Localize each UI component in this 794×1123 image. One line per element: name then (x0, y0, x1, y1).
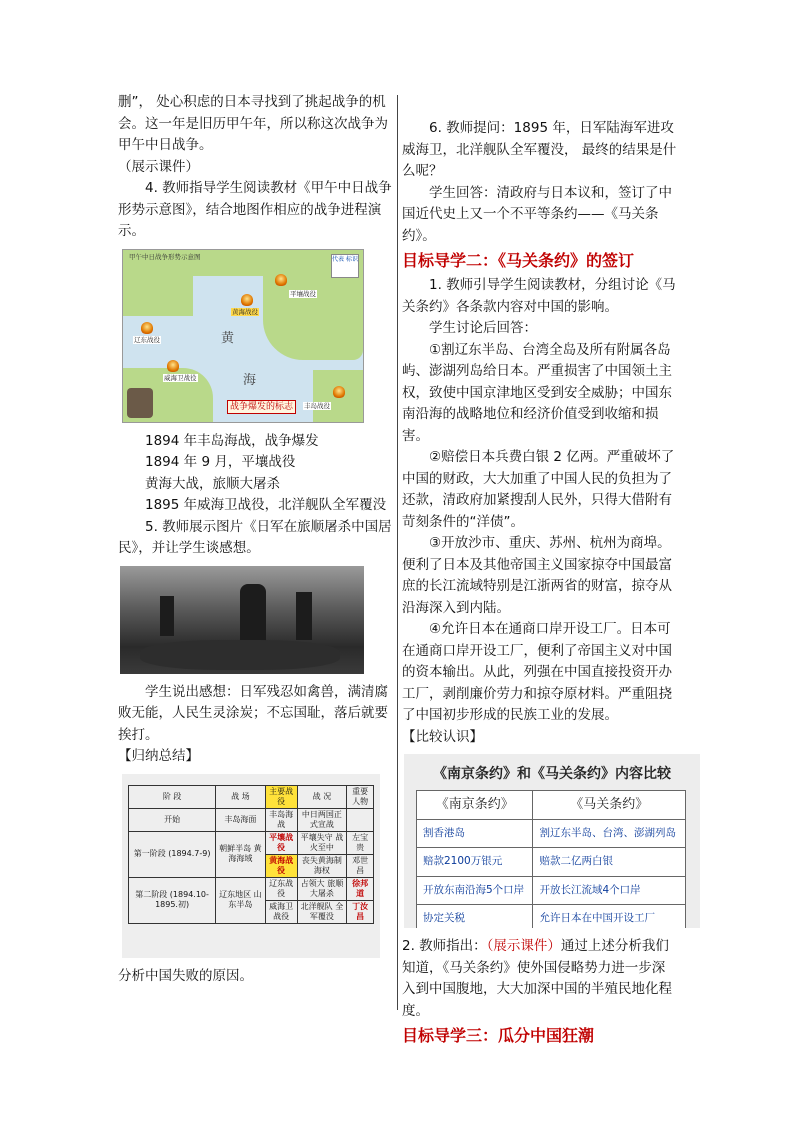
battle-fire-icon (141, 322, 153, 334)
paragraph: 删”， 处心积虑的日本寻找到了挑起战争的机会。这一年是旧历甲午年，所以称这次战争为甲午中日战争。 (118, 94, 388, 153)
paragraph: 5. 教师展示图片《日军在旅顺屠杀中国居民》，并让学生谈感想。 (118, 518, 392, 556)
portrait-image (127, 388, 153, 418)
table-cell: 左宝贵 (347, 831, 374, 854)
treaty-comparison-image (404, 754, 700, 928)
battle-summary-table (128, 785, 374, 924)
war-situation-map (122, 249, 364, 423)
map-title: 甲午中日战争形势示意图 (129, 252, 201, 261)
paragraph: ①割辽东半岛、台湾全岛及所有附属各岛屿、澎湖列岛给日本。严重损害了中国领土主权，致使中国京津地区受到安全威胁；中国东南沿海的战略地位和经济价值受到收缩和损害。 (402, 341, 672, 444)
paragraph: 4. 教师指导学生阅读教材《甲午中日战争形势示意图》，结合地图作相应的战争进程演示。 (118, 180, 392, 239)
sea-label: 黄 (221, 330, 235, 346)
battle-fire-icon (241, 294, 253, 306)
table-cell: 开放长江流域4个口岸 (533, 876, 686, 905)
paragraph: 分析中国失败的原因。 (118, 967, 253, 984)
table-cell: 割辽东半岛、台湾、澎湖列岛 (533, 819, 686, 848)
map-label: 黄海战役 (232, 307, 258, 316)
table-header: 重要人物 (347, 785, 374, 808)
table-cell: 丰岛海战 (265, 808, 297, 831)
table-cell: 威海卫战役 (265, 900, 297, 923)
battle-fire-icon (333, 386, 345, 398)
right-column (402, 118, 678, 1050)
table-cell: 割香港岛 (417, 819, 533, 848)
table-cell: 徐邦道 (347, 877, 374, 900)
paragraph: 学生讨论后回答： (429, 320, 537, 336)
table-cell: 丰岛海面 (216, 808, 265, 831)
map-caption: 战争爆发的标志 (227, 400, 296, 414)
table-header: 《南京条约》 (417, 791, 533, 820)
table-header: 阶 段 (129, 785, 216, 808)
table-cell: 辽东地区 山东半岛 (216, 877, 265, 923)
paragraph: 1. 教师引导学生阅读教材，分组讨论《马关条约》各条款内容对中国的影响。 (402, 277, 676, 315)
table-cell: 北洋舰队 全军覆没 (297, 900, 346, 923)
map-label: 威海卫战役 (164, 373, 197, 382)
list-item: 1894 年 9 月，平壤战役 (145, 454, 296, 470)
table-cell: 平壤失守 战火至中 (297, 831, 346, 854)
paragraph (402, 936, 678, 1022)
left-column (118, 92, 392, 987)
paragraph: ③开放沙市、重庆、苏州、杭州为商埠。便利了日本及其他帝国主义国家掠夺中国最富庶的长江流域特别是江浙两省的财富，掠夺从沿海深入到内陆。 (402, 535, 672, 616)
table-cell: 赔款二亿两白银 (533, 848, 686, 877)
list-item: 黄海大战，旅顺大屠杀 (145, 475, 280, 492)
table-cell: 黄海战役 (265, 854, 297, 877)
battle-summary-table-image (122, 774, 380, 958)
table-cell: 开始 (129, 808, 216, 831)
paragraph: ②赔偿日本兵费白银 2 亿两。严重破坏了中国的财政，大大加重了中国人民的负担为了还款，清政府加紧搜刮人民外，只得大借附有苛刻条件的“洋债”。 (402, 449, 675, 530)
comparison-title: 《南京条约》和《马关条约》内容比较 (433, 766, 671, 782)
table-cell: 丧失黄海制海权 (297, 854, 346, 877)
list-item: 1895 年威海卫战役，北洋舰队全军覆没 (145, 497, 387, 513)
table-cell: 开放东南沿海5个口岸 (417, 876, 533, 905)
paragraph: 学生说出感想：日军残忍如禽兽，满清腐败无能，人民生灵涂炭；不忘国耻，落后就要挨打。 (118, 683, 388, 743)
table-cell: 辽东战役 (265, 877, 297, 900)
historical-photo (120, 566, 364, 674)
courseware-note: （展示课件） (486, 938, 561, 954)
table-cell: 朝鲜半岛 黄海海域 (216, 831, 265, 877)
text-span: 通过上述分析我们知道，《马关条约》使外国侵略势力进一步深入到中国腹地，大大加深中国的半殖民地化程度。 (402, 938, 672, 1019)
table-cell: 邓世昌 (347, 854, 374, 877)
table-cell: 第二阶段 (1894.10-1895.初) (129, 877, 216, 923)
table-header: 《马关条约》 (533, 791, 686, 820)
battle-fire-icon (275, 274, 287, 286)
column-divider (397, 95, 398, 1010)
table-cell: 丁汝昌 (347, 900, 374, 923)
paragraph: 【比较认识】 (402, 728, 483, 745)
table-header: 战 况 (297, 785, 346, 808)
table-header: 主要战役 (265, 785, 297, 808)
list-item: 1894 年丰岛海战，战争爆发 (145, 432, 319, 449)
section-heading: 目标导学二：《马关条约》的签订 (402, 251, 635, 270)
treaty-comparison-table (416, 790, 686, 928)
map-label: 平壤战役 (290, 289, 316, 298)
sea-label: 海 (243, 372, 257, 388)
map-legend: 代表 标识 (331, 254, 359, 278)
section-heading: 目标导学三：瓜分中国狂潮 (402, 1026, 595, 1045)
map-label: 丰岛战役 (304, 401, 330, 410)
table-cell: 占领大 旅顺大屠杀 (297, 877, 346, 900)
table-cell: 第一阶段 (1894.7-9) (129, 831, 216, 877)
paragraph: ④允许日本在通商口岸开设工厂。日本可在通商口岸开设工厂，便利了帝国主义对中国的资本输出。从此，列强在中国直接投资开办工厂，剥削廉价劳力和掠夺原材料。严重阻挠了中国初步形成的民族工业的发展。 (402, 621, 672, 723)
battle-fire-icon (167, 360, 179, 372)
paragraph: 6. 教师提问：1895 年，日军陆海军进攻威海卫，北洋舰队全军覆没， 最终的结果是什么呢？ (402, 120, 677, 179)
table-cell: 平壤战役 (265, 831, 297, 854)
table-cell (347, 808, 374, 831)
table-cell: 中日两国正式宣战 (297, 808, 346, 831)
paragraph: （展示课件） (118, 158, 199, 175)
paragraph: 【归纳总结】 (118, 748, 199, 764)
paragraph: 学生回答：清政府与日本议和，签订了中国近代史上又一个不平等条约——《马关条约》。 (402, 184, 672, 244)
table-cell: 允许日本在中国开设工厂 (533, 905, 686, 929)
table-cell: 赔款2100万银元 (417, 848, 533, 877)
table-cell: 协定关税 (417, 905, 533, 929)
text-span: 2. 教师指出： (402, 938, 487, 954)
table-header: 战 场 (216, 785, 265, 808)
map-label: 辽东战役 (134, 335, 160, 344)
